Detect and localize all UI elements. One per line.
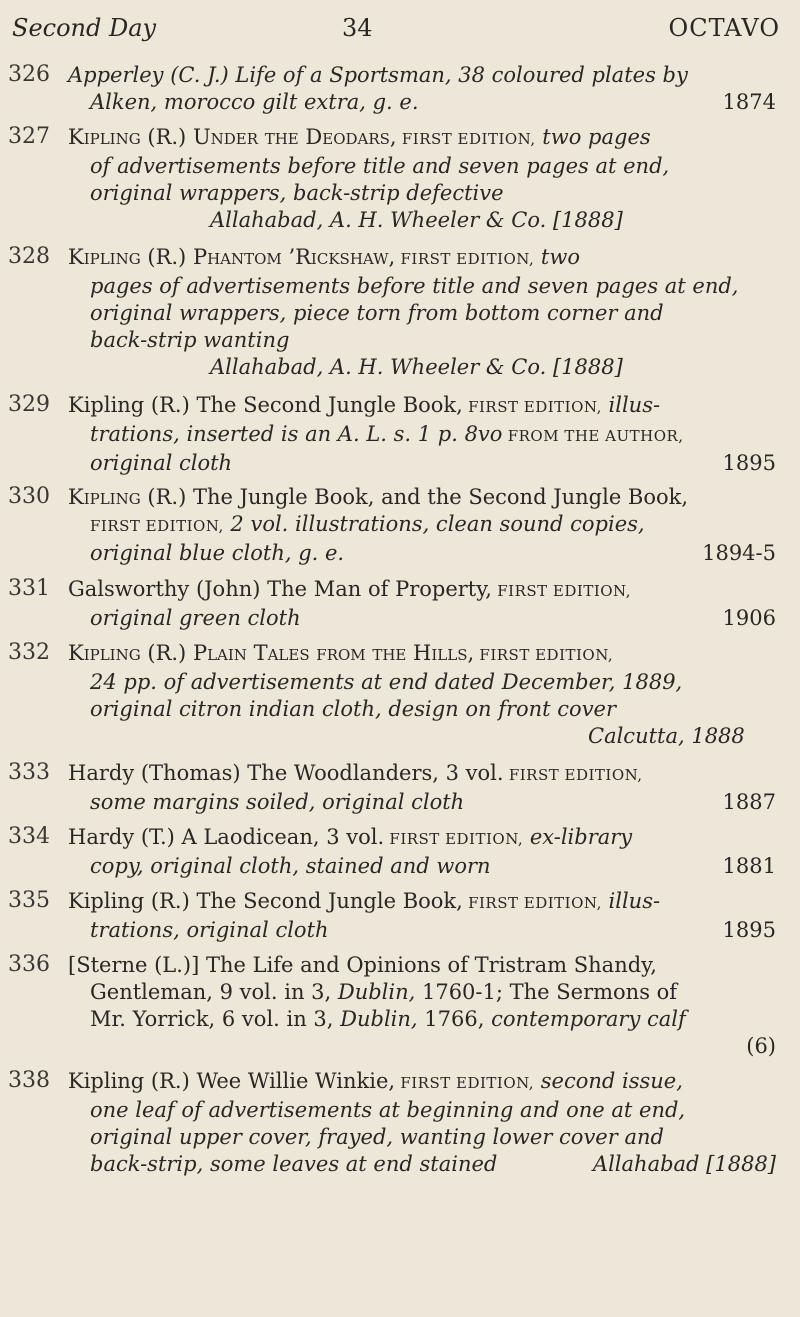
entry-line [68, 450, 788, 477]
lot-number: 329 [8, 392, 50, 417]
entry-description [68, 824, 788, 880]
entry-description [68, 952, 788, 1060]
lot-number: 336 [8, 952, 50, 977]
lot-number: 332 [8, 640, 50, 665]
entry-line [68, 484, 788, 511]
entry-text: Apperley (C. J.) Life of a Sportsman, 38 coloured plates by [68, 63, 688, 87]
entry-line: original upper cover, frayed, wanting lower cover and [90, 1125, 664, 1149]
entry-count: (6) [746, 1034, 776, 1058]
entry-text: Hardy (T.) A Laodicean, 3 vol. [68, 825, 385, 849]
entry-line [68, 789, 788, 816]
sale-day-label: Second Day [12, 14, 157, 42]
edition-label: FIRST EDITION, [462, 398, 602, 416]
edition-label: FIRST EDITION, [90, 517, 224, 535]
entry-description [68, 124, 788, 234]
entry-line: back-strip wanting [90, 328, 290, 352]
entry-line [68, 824, 788, 853]
entry-text: two [534, 245, 580, 269]
entry-title: Phantom ’Rickshaw, [192, 245, 396, 269]
edition-label: FIRST EDITION, [395, 250, 535, 268]
entry-imprint: Allahabad [1888] [592, 1152, 776, 1176]
entry-text: Gentleman, 9 vol. in 3, [90, 980, 338, 1004]
entry-date: 1894-5 [702, 541, 776, 565]
entry-line [68, 244, 788, 273]
entry-line [68, 917, 788, 944]
entry-date: 1895 [722, 918, 776, 942]
entry-description [68, 484, 788, 567]
entry-text: two pages [535, 125, 651, 149]
entry-line: [Sterne (L.)] The Life and Opinions of Tristram Shandy, [68, 953, 657, 977]
entry-text: contemporary calf [491, 1007, 686, 1031]
edition-label: FIRST EDITION, [462, 894, 602, 912]
entry-author: Kipling (R.) [68, 125, 193, 149]
lot-number: 328 [8, 244, 50, 269]
format-label: OCTAVO [668, 14, 780, 42]
entry-text: Kipling (R.) The Second Jungle Book, [68, 393, 463, 417]
lot-number: 330 [8, 484, 50, 509]
lot-number: 334 [8, 824, 50, 849]
entry-title: Plain Tales from the Hills, [192, 641, 475, 665]
entry-line [68, 124, 788, 153]
entry-line [68, 888, 788, 917]
entry-text: trations, inserted is an A. L. s. 1 p. 8vo [90, 422, 503, 446]
entry-text: Mr. Yorrick, 6 vol. in 3, [90, 1007, 341, 1031]
entry-text: original cloth [90, 451, 233, 475]
lot-number: 333 [8, 760, 50, 785]
entry-description [68, 888, 788, 944]
entry-title: Under the Deodars, [192, 125, 397, 149]
entry-line: original wrappers, back-strip defective [90, 181, 504, 205]
entry-description [68, 392, 788, 477]
entry-line: one leaf of advertisements at beginning and one at end, [90, 1098, 686, 1122]
entry-text: illus- [601, 393, 661, 417]
entry-author: Kipling [68, 485, 148, 509]
entry-line: 24 pp. of advertisements at end dated December, 1889, [90, 670, 683, 694]
entry-date: 1887 [722, 790, 776, 814]
entry-description [68, 640, 788, 750]
entry-date: 1874 [722, 90, 776, 114]
edition-label: FIRST EDITION, [474, 646, 614, 664]
entry-author: Kipling (R.) [68, 245, 193, 269]
lot-number: 326 [8, 62, 50, 87]
entry-line [68, 1006, 788, 1033]
entry-text: Kipling (R.) Wee Willie Winkie, [68, 1069, 396, 1093]
entry-line: original citron indian cloth, design on front cover [90, 697, 617, 721]
entry-line: original wrappers, piece torn from bottom corner and [90, 301, 664, 325]
entry-text: second issue, [534, 1069, 683, 1093]
page-number: 34 [342, 14, 373, 42]
edition-label: FIRST EDITION, [396, 130, 536, 148]
entry-text: Hardy (Thomas) The Woodlanders, 3 vol. [68, 761, 504, 785]
lot-number: 335 [8, 888, 50, 913]
entry-text: Dublin, [340, 1007, 418, 1031]
entry-line: pages of advertisements before title and seven pages at end, [90, 274, 739, 298]
entry-line [68, 605, 788, 632]
entry-text: some margins soiled, original cloth [90, 790, 465, 814]
entry-note: FROM THE AUTHOR, [502, 427, 684, 445]
entry-text: Alken, morocco gilt extra, g. e. [90, 90, 419, 114]
entry-line: of advertisements before title and seven pages at end, [90, 154, 670, 178]
entry-text: copy, original cloth, stained and worn [90, 854, 491, 878]
entry-line [68, 760, 788, 789]
entry-line [68, 392, 788, 421]
entry-date: 1895 [722, 451, 776, 475]
edition-label: FIRST EDITION, [503, 766, 643, 784]
entry-line [68, 640, 788, 669]
lot-number: 327 [8, 124, 50, 149]
entry-text: back-strip, some leaves at end stained [90, 1152, 498, 1176]
edition-label: FIRST EDITION, [395, 1074, 535, 1092]
entry-line [68, 421, 788, 450]
entry-text: trations, original cloth [90, 918, 329, 942]
entry-date: 1881 [722, 854, 776, 878]
entry-imprint: Calcutta, 1888 [588, 724, 745, 748]
page-header [12, 14, 780, 44]
entry-text: original blue cloth, g. e. [90, 541, 345, 565]
lot-number: 338 [8, 1068, 50, 1093]
entry-description [68, 244, 788, 381]
entry-description [68, 1068, 788, 1178]
entry-line [68, 1033, 788, 1060]
entry-text: Kipling (R.) The Second Jungle Book, [68, 889, 463, 913]
entry-text: Dublin, [337, 980, 416, 1004]
entry-line [68, 540, 788, 567]
entry-line [68, 511, 788, 540]
entry-text: 1760-1; The Sermons of [415, 980, 678, 1004]
edition-label: FIRST EDITION, [384, 830, 524, 848]
entry-text: illus- [601, 889, 661, 913]
entry-text: (R.) The Jungle Book, and the Second Jungle Book, [147, 485, 689, 509]
entry-line [68, 576, 788, 605]
entry-line [68, 979, 788, 1006]
entry-text: 2 vol. illustrations, clean sound copies, [223, 512, 645, 536]
entry-imprint: Allahabad, A. H. Wheeler & Co. [1888] [210, 355, 623, 379]
entry-text: ex-library [523, 825, 633, 849]
edition-label: FIRST EDITION, [491, 582, 631, 600]
entry-line [68, 89, 788, 116]
entry-description [68, 576, 788, 632]
entry-text: Galsworthy (John) The Man of Property, [68, 577, 492, 601]
entry-author: Kipling (R.) [68, 641, 193, 665]
entry-line [68, 62, 788, 89]
entry-description [68, 62, 788, 116]
entry-date: 1906 [722, 606, 776, 630]
entry-text: original green cloth [90, 606, 301, 630]
entry-imprint: Allahabad, A. H. Wheeler & Co. [1888] [210, 208, 623, 232]
entry-line [68, 1151, 788, 1178]
entry-line [68, 1068, 788, 1097]
entry-text: 1766, [417, 1007, 492, 1031]
lot-number: 331 [8, 576, 50, 601]
entry-line [68, 853, 788, 880]
entry-description [68, 760, 788, 816]
